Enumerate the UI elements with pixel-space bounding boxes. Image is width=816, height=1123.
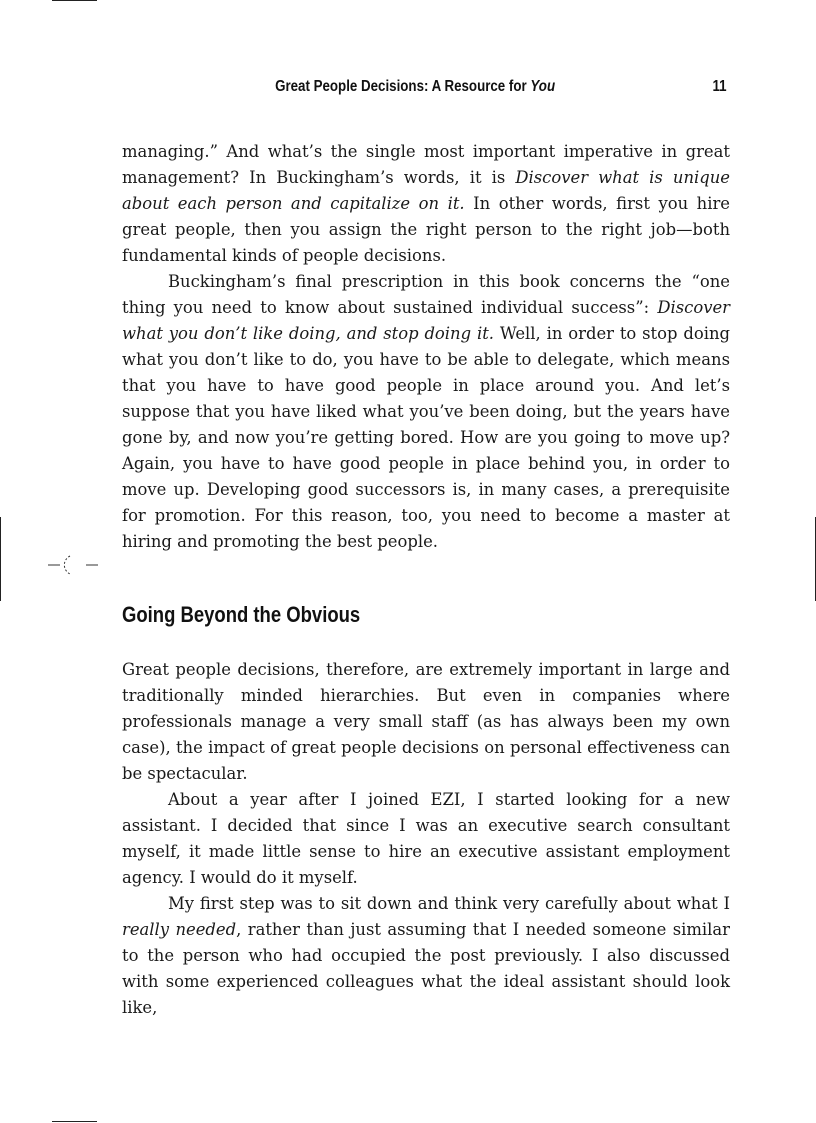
italic-text: really needed [122,920,237,939]
body-text-section-one [122,139,730,555]
paragraph-text: My first step was to sit down and think very carefully about what I [168,894,730,913]
paragraph-text: Great people decisions, therefore, are extremely important in large and traditionally minded hierarchies. But even in companies where professionals manage a very small staff (as has always been my own case), the impact of great people decisions on personal effectiveness can be spectacular. [122,660,730,783]
italic-text: Discover what is unique about each person and capitalize on it. [122,168,730,213]
page-number: 11 [712,78,727,95]
paragraph-text: managing.” And what’s the single most important imperative in great management? In Buckingham’s words, it is [122,142,730,187]
running-head [122,78,727,100]
paragraph-text: In other words, first you hire great people, then you assign the right person to the right job—both fundamental kinds of people decisions. [122,194,730,265]
body-paragraph [122,657,730,787]
body-paragraph [122,269,730,555]
crop-mark-bottom [52,1121,97,1122]
paragraph-text: , rather than just assuming that I needed someone similar to the person who had occupied the post previously. I also discussed with some experienced colleagues what the ideal assistant should look like, [122,920,730,1017]
section-heading: Going Beyond the Obvious [122,602,361,627]
paragraph-text: About a year after I joined EZI, I started looking for a new assistant. I decided that since I was an executive search consultant myself, it made little sense to hire an executive assistant employment agency. I would do it myself. [122,790,730,887]
running-head-emphasis: You [530,78,556,95]
paragraph-text: Buckingham’s final prescription in this book concerns the “one thing you need to know about sustained individual success”: [122,272,730,317]
body-paragraph [122,787,730,891]
italic-text: Discover what you don’t like doing, and stop doing it. [122,298,730,343]
body-paragraph [122,139,730,269]
paragraph-text: Well, in order to stop doing what you don’t like to do, you have to be able to delegate, which means that you have to have good people in place around you. And let’s suppose that you have liked what you’ve been doing, but the years have gone by, and now you’re getting bored. How are you going to move up? Again, you have to have good people in place behind you, in order to move up. Developing good successors is, in many cases, a prerequisite for promotion. For this reason, too, you need to become a master at hiring and promoting the best people. [122,324,730,551]
crop-mark-top [52,0,97,1]
registration-mark-icon [46,550,102,580]
body-text-section-two [122,657,730,1021]
running-head-title: Great People Decisions: A Resource for You [275,78,556,95]
crop-mark-left [0,517,1,601]
body-paragraph [122,891,730,1021]
